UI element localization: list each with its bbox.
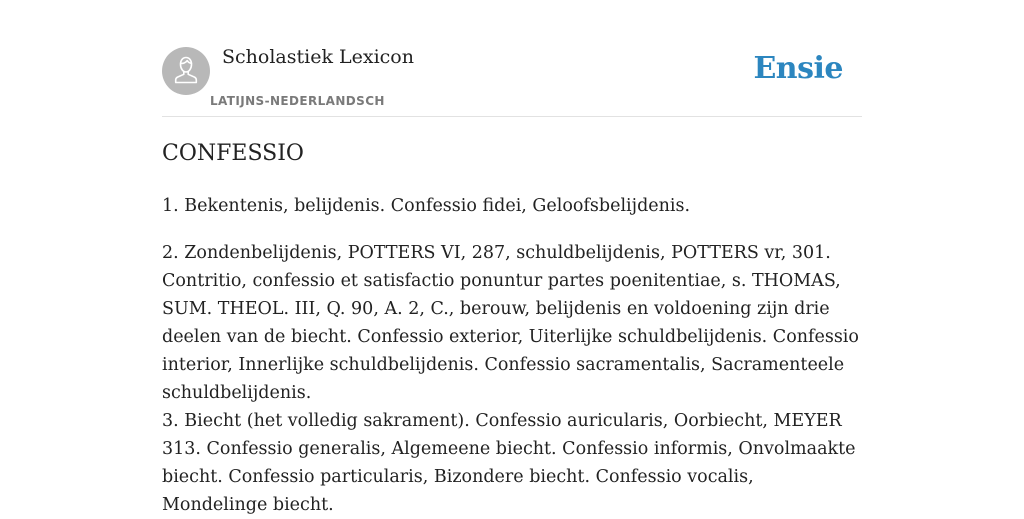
entry-paragraph: 2. Zondenbelijdenis, POTTERS VI, 287, schuldbelijdenis, POTTERS vr, 301. Contritio, confessio et satisfactio ponuntur partes poenitentiae, s. THOMAS, SUM. THEOL. III, Q. 90, A. 2, C., berouw, belijdenis en voldoening zijn drie deelen van de biecht. Confessio exterior, Uiterlijke schuldbelijdenis. Confessio interior, Innerlijke schuldbelijdenis. Confessio sacramentalis, Sacramenteele schuldbelijdenis. <box>162 243 859 403</box>
avatar[interactable] <box>162 47 210 95</box>
site-subtitle: LATIJNS-NEDERLANDSCH <box>210 94 385 108</box>
entry-body <box>162 192 862 519</box>
entry-paragraph: 1. Bekentenis, belijdenis. Confessio fidei, Geloofsbelijdenis. <box>162 196 691 216</box>
page-header <box>162 0 862 117</box>
user-icon <box>162 47 210 95</box>
ensie-logo[interactable]: Ensie <box>753 51 843 86</box>
site-title[interactable]: Scholastiek Lexicon <box>222 46 414 68</box>
page <box>162 0 862 515</box>
entry-paragraph: 3. Biecht (het volledig sakrament). Confessio auricularis, Oorbiecht, MEYER 313. Confessio generalis, Algemeene biecht. Confessio informis, Onvolmaakte biecht. Confessio particularis, Bizondere biecht. Confessio vocalis, Mondelinge biecht. <box>162 411 856 515</box>
entry-title: CONFESSIO <box>162 141 304 166</box>
